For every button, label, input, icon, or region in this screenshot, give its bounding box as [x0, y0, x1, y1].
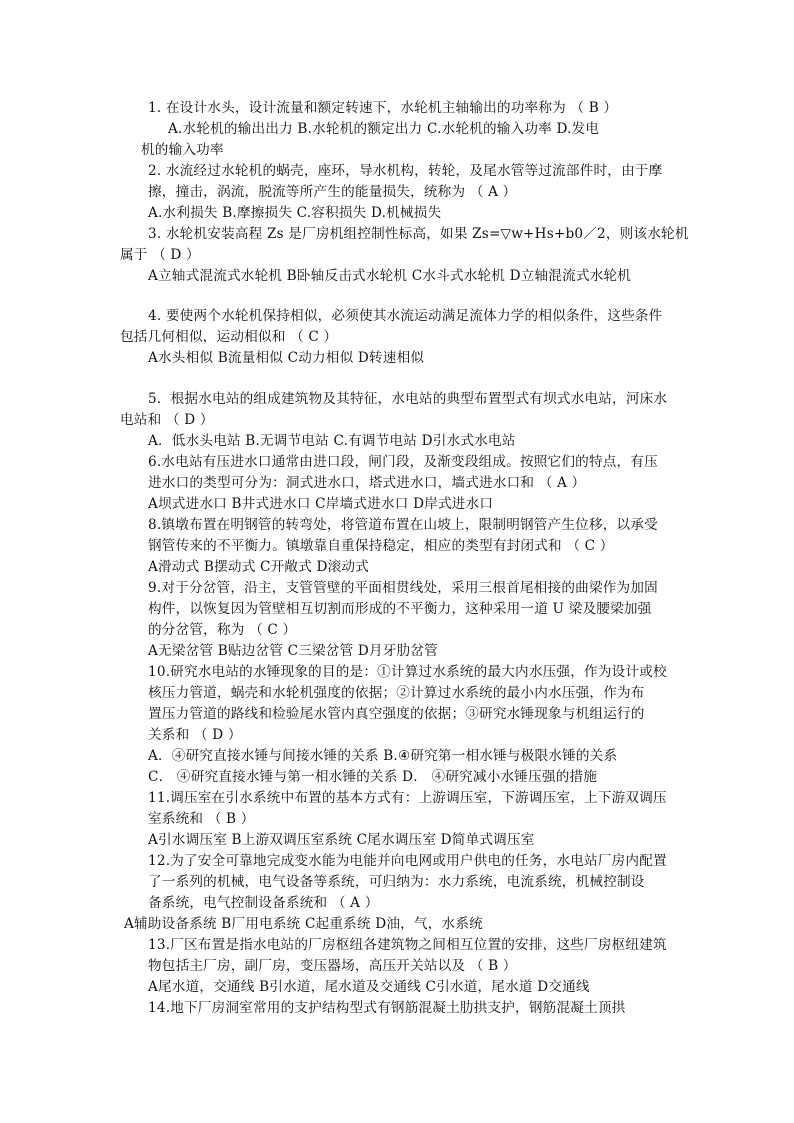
q11-options: A引水调压室 B上游双调压室系统 C尾水调压室 D简单式调压室 [148, 832, 535, 848]
q12-stem-line-2: 了一系列的机械，电气设备等系统，可归纳为：水力系统，电流系统，机械控制设 [148, 874, 645, 890]
q6-stem-line-1: 6.水电站有压进水口通常由进口段，闸门段，及渐变段组成。按照它们的特点，有压 [148, 454, 658, 470]
q13-options: A尾水道，交通线 B引水道，尾水道及交通线 C引水道，尾水道 D交通线 [148, 979, 590, 995]
q6-options: A坝式进水口 B井式进水口 C岸墙式进水口 D岸式进水口 [148, 496, 494, 512]
q3-options: A立轴式混流式水轮机 B卧轴反击式水轮机 C水斗式水轮机 D立轴混流式水轮机 [148, 268, 632, 284]
q8-options: A滑动式 B摆动式 C开敞式 D滚动式 [148, 559, 369, 575]
q9-stem-line-1: 9.对于分岔管，沿主，支管管壁的平面相贯线处，采用三根首尾相接的曲梁作为加固 [148, 580, 658, 596]
q9-options: A无梁岔管 B贴边岔管 C三梁岔管 D月牙肋岔管 [148, 643, 438, 659]
q11-stem-line-1: 11.调压室在引水系统中布置的基本方式有：上游调压室，下游调压室，上下游双调压 [148, 790, 667, 806]
q2-options: A.水利损失 B.摩擦损失 C.容积损失 D.机械损失 [148, 205, 442, 221]
q1-stem-line-1: 1. 在设计水头，设计流量和额定转速下，水轮机主轴输出的功率称为 （ B ） [148, 100, 618, 116]
q13-stem-line-2: 物包括主厂房，副厂房，变压器场，高压开关站以及 （ B ） [148, 958, 517, 974]
q11-stem-line-2: 室系统和 （ B ） [148, 811, 255, 827]
q10-stem-line-4: 关系和 （ D ） [148, 727, 242, 743]
q6-stem-line-2: 进水口的类型可分为：洞式进水口，塔式进水口，墙式进水口和 （ A ） [148, 475, 586, 491]
q5-options: A．低水头电站 B.无调节电站 C.有调节电站 D引水式水电站 [148, 433, 516, 449]
q3-stem-line-2: 属于 （ D ） [120, 247, 200, 263]
q4-stem-line-2: 包括几何相似，运动相似和 （ C ） [120, 329, 338, 345]
q1-options-line-1: A.水轮机的输出出力 B.水轮机的额定出力 C.水轮机的输入功率 D.发电 [168, 121, 600, 137]
q12-stem-line-1: 12.为了安全可靠地完成变水能为电能并向电网或用户供电的任务，水电站厂房内配置 [148, 853, 667, 869]
q10-stem-line-1: 10.研究水电站的水锤现象的目的是：①计算过水系统的最大内水压强，作为设计或校 [148, 664, 667, 680]
q10-stem-line-2: 核压力管道，蜗壳和水轮机强度的依据；②计算过水系统的最小内水压强，作为布 [148, 685, 645, 701]
q4-stem-line-1: 4. 要使两个水轮机保持相似，必须使其水流运动满足流体力学的相似条件，这些条件 [148, 308, 663, 324]
q14-stem-line-1: 14.地下厂房洞室常用的支护结构型式有钢筋混凝土肋拱支护，钢筋混凝土顶拱 [148, 1000, 626, 1016]
q3-stem-line-1: 3. 水轮机安装高程 Zs 是厂房机组控制性标高，如果 Zs=▽w+Hs+b0／2，则该水轮机 [148, 226, 689, 242]
q8-stem-line-2: 钢管传来的不平衡力。镇墩靠自重保持稳定，相应的类型有封闭式和 （ C ） [148, 538, 614, 554]
q9-stem-line-2: 构件，以恢复因为管壁相互切割而形成的不平衡力，这种采用一道 U 梁及腰梁加强 [148, 601, 652, 617]
q2-stem-line-1: 2. 水流经过水轮机的蜗壳，座环，导水机构，转轮，及尾水管等过流部件时，由于摩 [148, 163, 663, 179]
q10-options-line-1: A．④研究直接水锤与间接水锤的关系 B.④研究第一相水锤与极限水锤的关系 [148, 748, 618, 764]
q13-stem-line-1: 13.厂区布置是指水电站的厂房枢纽各建筑物之间相互位置的安排，这些厂房枢纽建筑 [148, 937, 667, 953]
q5-stem-line-2: 电站和 （ D ） [120, 412, 214, 428]
q9-stem-line-3: 的分岔管，称为 （ C ） [148, 622, 297, 638]
q10-stem-line-3: 置压力管道的路线和检验尾水管内真空强度的依据；③研究水锤现象与机组运行的 [148, 706, 645, 722]
q12-options: A辅助设备系统 B厂用电系统 C起重系统 D油，气，水系统 [124, 916, 483, 932]
q8-stem-line-1: 8.镇墩布置在明钢管的转弯处，将管道布置在山坡上，限制明钢管产生位移，以承受 [148, 517, 658, 533]
q5-stem-line-1: 5．根据水电站的组成建筑物及其特征，水电站的典型布置型式有坝式水电站，河床水 [148, 391, 668, 407]
q1-options-line-2: 机的输入功率 [141, 142, 224, 158]
q2-stem-line-2: 擦，撞击，涡流，脱流等所产生的能量损失，统称为 （ A ） [148, 184, 517, 200]
q12-stem-line-3: 备系统，电气控制设备系统和 （ A ） [148, 895, 379, 911]
q10-options-line-2: C． ④研究直接水锤与第一相水锤的关系 D． ④研究减小水锤压强的措施 [148, 769, 598, 785]
q4-options: A水头相似 B流量相似 C动力相似 D转速相似 [148, 350, 425, 366]
